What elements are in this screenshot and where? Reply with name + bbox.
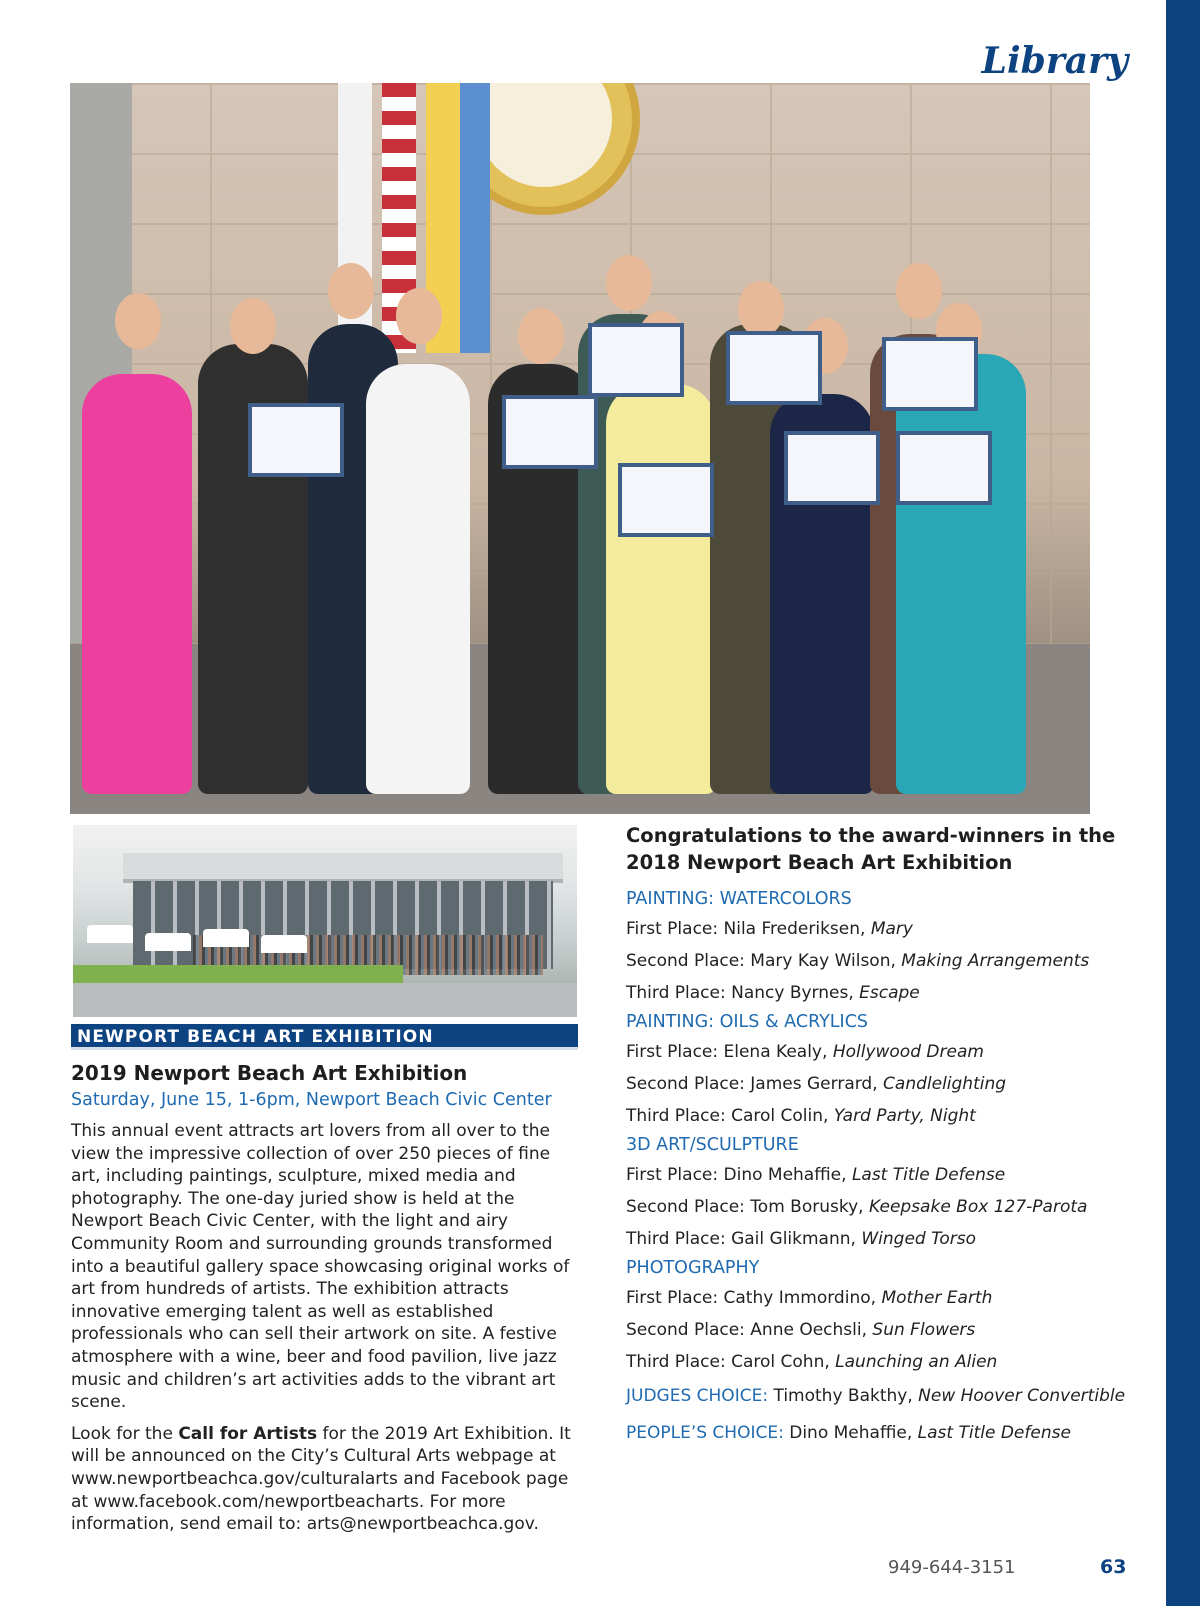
side-color-bar — [1166, 0, 1200, 1606]
event-description-paragraph: This annual event attracts art lovers from all over to the view the impressive collection of over 250 pieces of fine art, including paintings, sculpture, mixed media and photography. The one-day juried show is held at the Newport Beach Civic Center, with the light and airy Community Room and surrounding grounds transformed into a beautiful gallery space showcasing original works of art from hundreds of artists. The exhibition attracts innovative emerging talent as well as established professionals who can sell their artwork on site. A festive atmosphere with a wine, beer and food pavilion, live jazz music and children’s art activities adds to the vibrant art scene. — [71, 1121, 570, 1413]
footer-phone: 949-644-3151 — [888, 1557, 1016, 1578]
call-for-artists-label: Call for Artists — [178, 1423, 318, 1444]
awards-heading: Congratulations to the award-winners in the 2018 Newport Beach Art Exhibition — [626, 824, 1116, 874]
award-category — [626, 1009, 1156, 1132]
award-entry: Third Place: Carol Colin, Yard Party, Night — [626, 1106, 976, 1126]
award-entry: First Place: Cathy Immordino, Mother Earth — [626, 1288, 993, 1308]
event-date-location: Saturday, June 15, 1-6pm, Newport Beach Civic Center — [71, 1090, 552, 1110]
category-heading: PHOTOGRAPHY — [626, 1258, 760, 1278]
award-entry: Second Place: Mary Kay Wilson, Making Arrangements — [626, 951, 1090, 971]
section-title: Library — [981, 40, 1128, 82]
award-category — [626, 1255, 1156, 1378]
category-heading: PAINTING: WATERCOLORS — [626, 889, 852, 909]
call-for-artists-paragraph — [71, 1423, 571, 1536]
award-winners-group-photo — [70, 83, 1090, 814]
award-entry: Second Place: Anne Oechsli, Sun Flowers — [626, 1320, 976, 1340]
call-suffix: for the 2019 Art Exhibition. It will be announced on the City’s Cultural Arts webpage at www.newportbeachca.gov/culturalarts and Facebook page at www.facebook.com/newportbeacharts. For more information, send email to: arts@newportbeachca.gov. — [71, 1423, 571, 1535]
judges-choice: JUDGES CHOICE: Timothy Bakthy, New Hoover Convertible — [626, 1386, 1126, 1406]
civic-center-event-photo — [73, 825, 577, 1017]
award-entry: Third Place: Gail Glikmann, Winged Torso — [626, 1229, 977, 1249]
page-number: 63 — [1100, 1556, 1127, 1578]
award-category — [626, 1132, 1156, 1255]
call-prefix: Look for the — [71, 1423, 179, 1444]
peoples-choice: PEOPLE’S CHOICE: Dino Mehaffie, Last Title Defense — [626, 1423, 1071, 1443]
award-entry: First Place: Elena Kealy, Hollywood Dream — [626, 1042, 984, 1062]
award-entry: Third Place: Carol Cohn, Launching an Alien — [626, 1352, 998, 1372]
award-entry: Second Place: Tom Borusky, Keepsake Box 127-Parota — [626, 1197, 1088, 1217]
awards-list — [626, 886, 1156, 1452]
exhibition-banner: NEWPORT BEACH ART EXHIBITION — [71, 1024, 578, 1050]
award-entry: Third Place: Nancy Byrnes, Escape — [626, 983, 920, 1003]
award-entry: First Place: Dino Mehaffie, Last Title Defense — [626, 1165, 1006, 1185]
event-title: 2019 Newport Beach Art Exhibition — [71, 1061, 468, 1085]
event-description — [71, 1120, 571, 1545]
category-heading: 3D ART/SCULPTURE — [626, 1135, 799, 1155]
award-category — [626, 886, 1156, 1009]
award-entry: Second Place: James Gerrard, Candlelighting — [626, 1074, 1007, 1094]
award-entry: First Place: Nila Frederiksen, Mary — [626, 919, 913, 939]
category-heading: PAINTING: OILS & ACRYLICS — [626, 1012, 869, 1032]
